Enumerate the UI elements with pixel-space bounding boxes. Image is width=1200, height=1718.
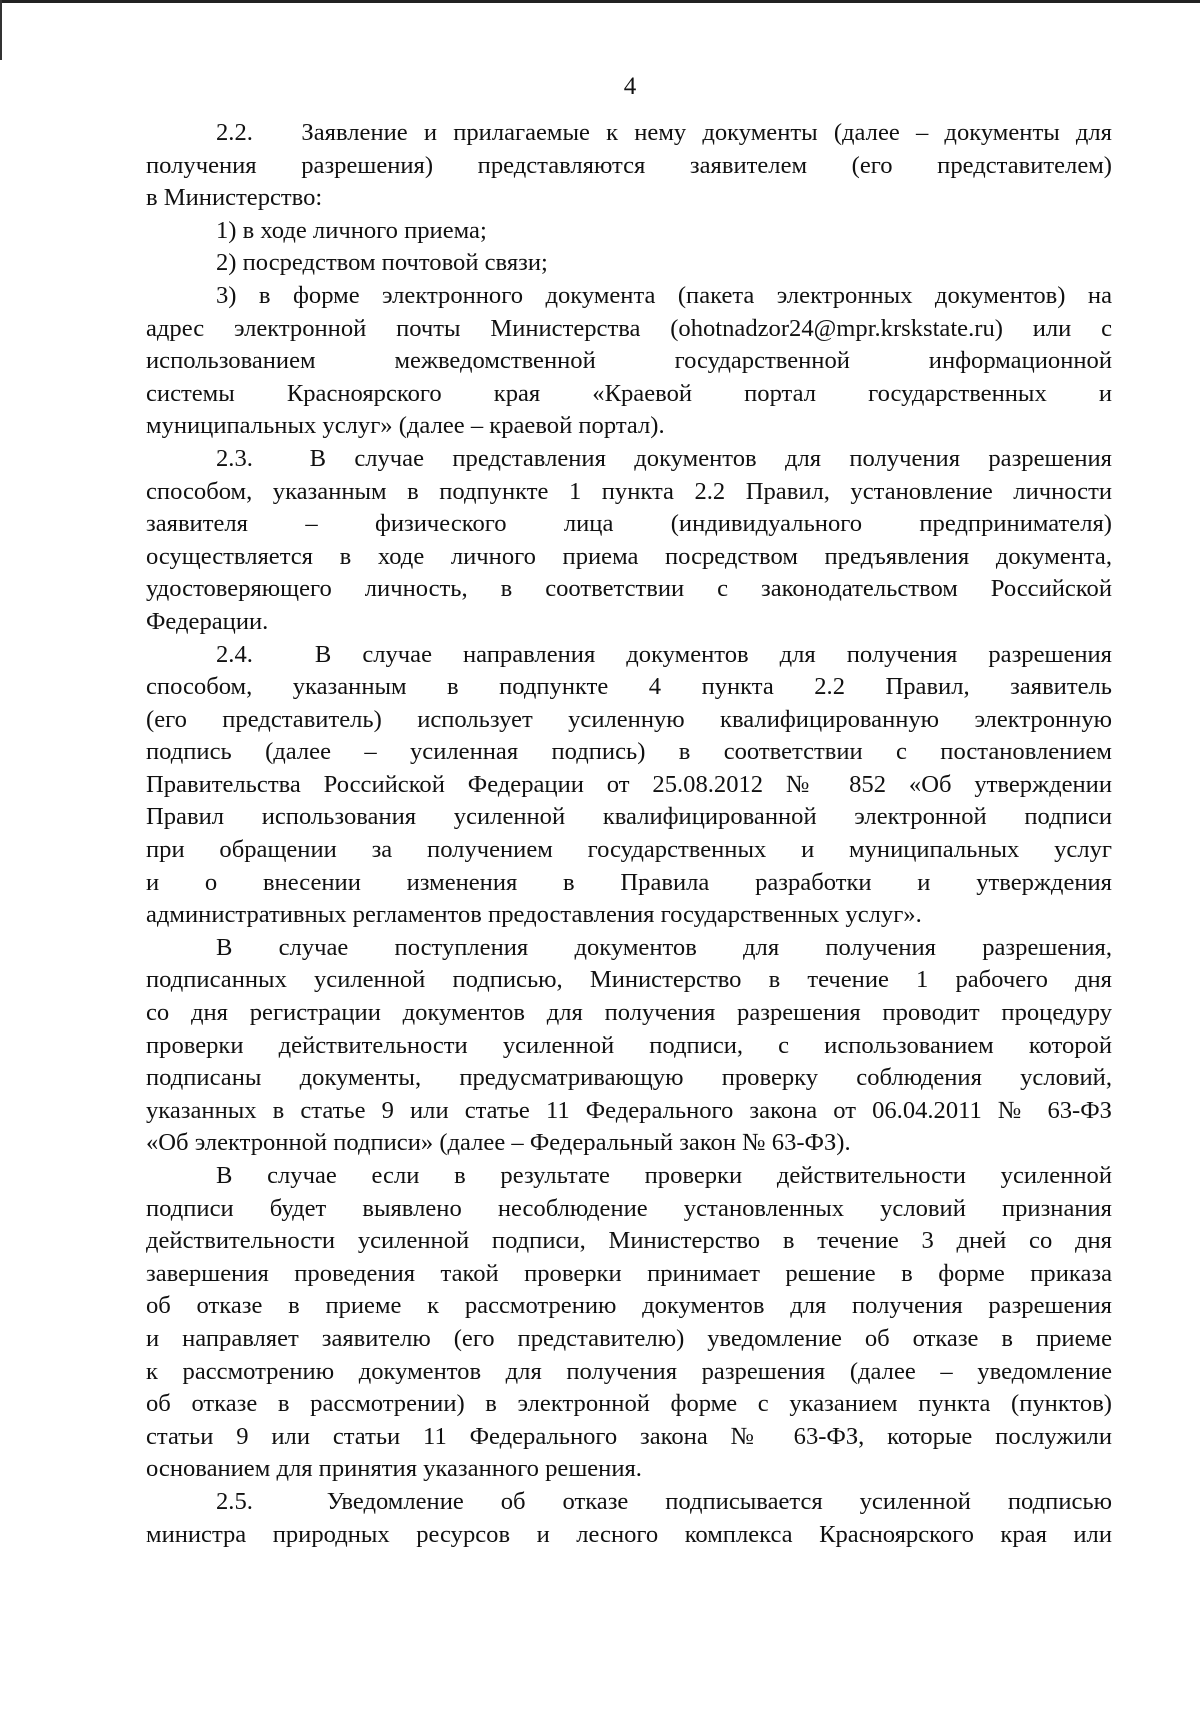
text-line: подписи будет выявлено несоблюдение установленных условий признания <box>146 1194 1112 1222</box>
text-line: и о внесении изменения в Правила разработки и утверждения <box>146 868 1112 896</box>
text-line: муниципальных услуг» (далее – краевой портал). <box>146 412 665 440</box>
text-line: подпись (далее – усиленная подпись) в соответствии с постановлением <box>146 738 1112 766</box>
text-line: статьи 9 или статьи 11 Федерального закона № 63-ФЗ, которые послужили <box>146 1422 1112 1450</box>
page-number: 4 <box>623 73 637 100</box>
text-line: 2) посредством почтовой связи; <box>216 249 548 277</box>
text-line: Правил использования усиленной квалифицированной электронной подписи <box>146 803 1112 831</box>
text-line: (его представитель) использует усиленную квалифицированную электронную <box>146 705 1112 733</box>
text-line: со дня регистрации документов для получения разрешения проводит процедуру <box>146 999 1112 1027</box>
text-line: подписаны документы, предусматривающую проверку соблюдения условий, <box>146 1064 1112 1092</box>
text-line: административных регламентов предоставления государственных услуг». <box>146 901 922 929</box>
text-line: Федерации. <box>146 607 269 635</box>
text-line: В случае если в результате проверки действительности усиленной <box>216 1162 1112 1189</box>
text-line: использованием межведомственной государственной информационной <box>146 347 1112 375</box>
scan-edge-left <box>0 0 2 60</box>
text-line: и направляет заявителю (его представителю) уведомление об отказе в приеме <box>146 1324 1112 1352</box>
document-body <box>146 117 1112 1551</box>
text-line: действительности усиленной подписи, Министерство в течение 3 дней со дня <box>146 1227 1112 1255</box>
text-line: осуществляется в ходе личного приема посредством предъявления документа, <box>146 542 1112 570</box>
text-line: способом, указанным в подпункте 4 пункта 2.2 Правил, заявитель <box>146 673 1112 701</box>
text-line: министра природных ресурсов и лесного комплекса Красноярского края или <box>146 1520 1112 1548</box>
text-line: В случае поступления документов для получения разрешения, <box>216 933 1112 961</box>
text-line: 2.3. В случае представления документов для получения разрешения <box>216 444 1112 472</box>
text-line: основанием для принятия указанного решения. <box>146 1455 642 1483</box>
text-line: способом, указанным в подпункте 1 пункта 2.2 Правил, установление личности <box>146 477 1112 505</box>
text-line: «Об электронной подписи» (далее – Федеральный закон № 63-ФЗ). <box>146 1129 851 1157</box>
text-line: при обращении за получением государственных и муниципальных услуг <box>146 836 1112 864</box>
scan-edge-top <box>0 0 1200 3</box>
text-line: к рассмотрению документов для получения разрешения (далее – уведомление <box>146 1357 1112 1385</box>
text-line: 2.2. Заявление и прилагаемые к нему документы (далее – документы для <box>216 119 1112 146</box>
text-line: получения разрешения) представляются заявителем (его представителем) <box>146 151 1112 179</box>
text-line: 2.5. Уведомление об отказе подписывается усиленной подписью <box>216 1487 1112 1515</box>
text-line: 2.4. В случае направления документов для получения разрешения <box>216 640 1112 668</box>
text-line: об отказе в рассмотрении) в электронной форме с указанием пункта (пунктов) <box>146 1390 1112 1418</box>
text-line: Правительства Российской Федерации от 25.08.2012 № 852 «Об утверждении <box>146 770 1112 798</box>
text-line: в Министерство: <box>146 184 323 212</box>
text-line: указанных в статье 9 или статье 11 Федерального закона от 06.04.2011 № 63-ФЗ <box>146 1096 1112 1124</box>
text-line: 3) в форме электронного документа (пакета электронных документов) на <box>216 281 1112 309</box>
text-line: удостоверяющего личность, в соответствии с законодательством Российской <box>146 575 1112 603</box>
text-line: завершения проведения такой проверки принимает решение в форме приказа <box>146 1259 1112 1287</box>
text-line: об отказе в приеме к рассмотрению документов для получения разрешения <box>146 1292 1112 1320</box>
text-line: адрес электронной почты Министерства (ohotnadzor24@mpr.krskstate.ru) или с <box>146 314 1112 342</box>
text-line: проверки действительности усиленной подписи, с использованием которой <box>146 1031 1112 1059</box>
text-line: 1) в ходе личного приема; <box>216 216 487 244</box>
text-line: системы Красноярского края «Краевой портал государственных и <box>146 379 1112 407</box>
text-line: заявителя – физического лица (индивидуального предпринимателя) <box>146 510 1112 538</box>
text-line: подписанных усиленной подписью, Министерство в течение 1 рабочего дня <box>146 966 1112 994</box>
